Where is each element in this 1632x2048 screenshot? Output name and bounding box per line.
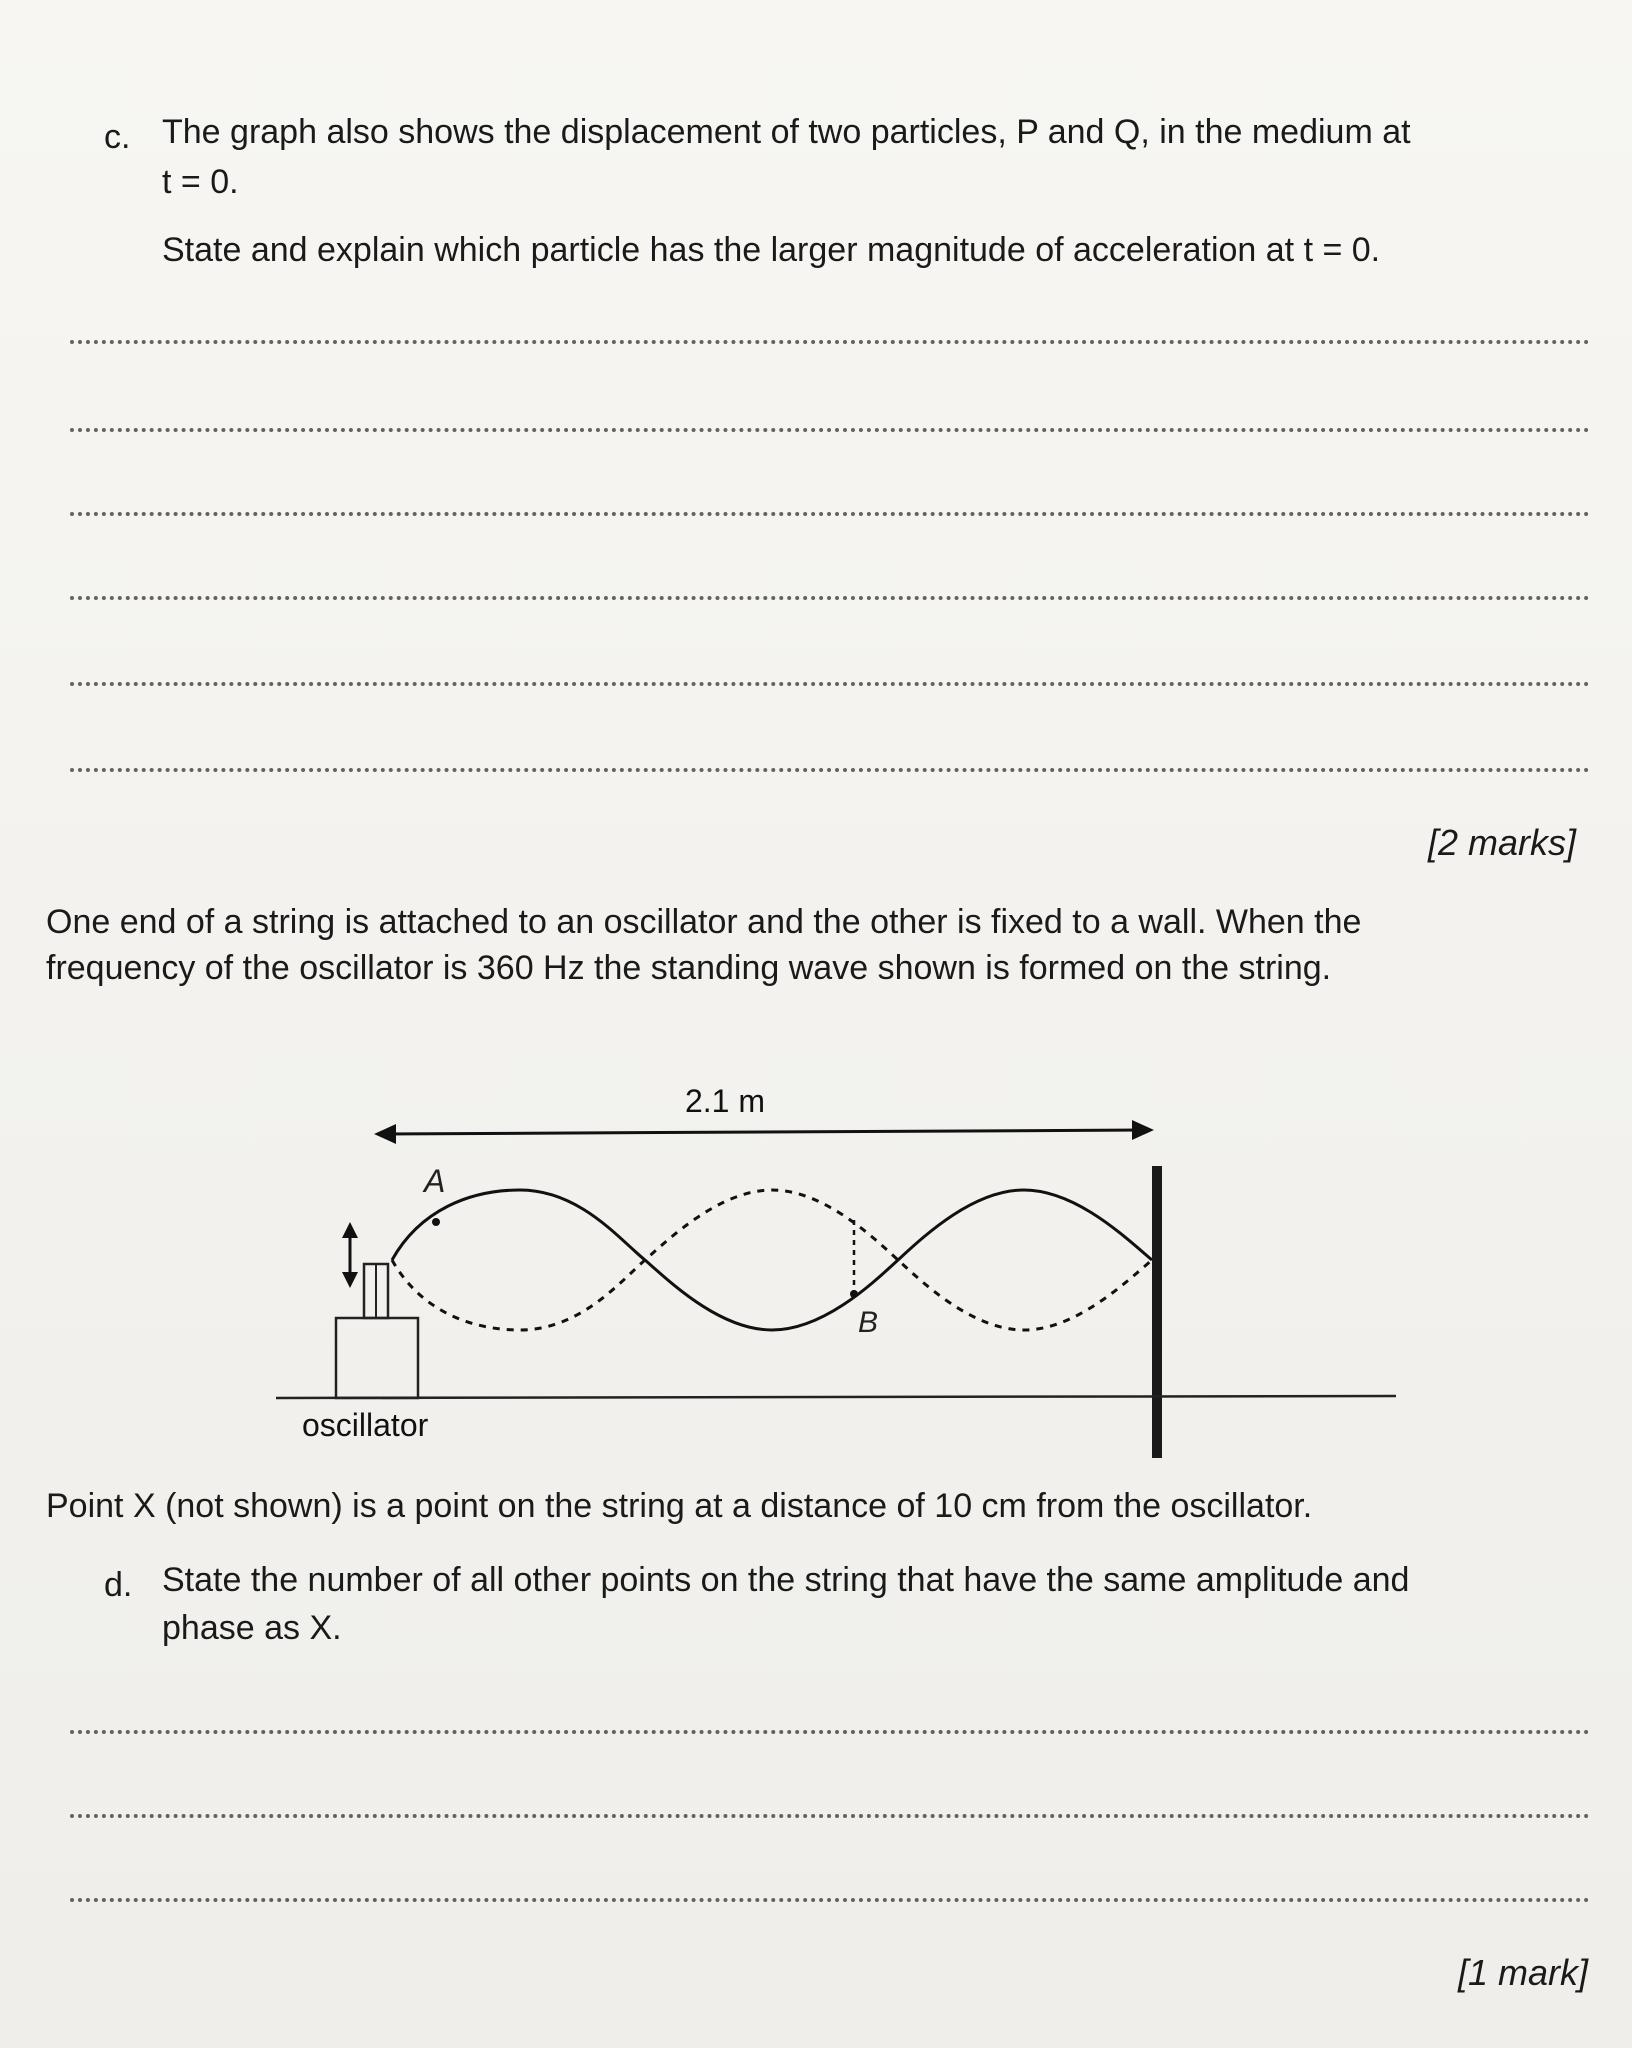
question-c-line-2: t = 0. [162,163,239,201]
question-c-line-3: State and explain which particle has the larger magnitude of acceleration at t = 0. [162,231,1381,269]
marks-d: [1 mark] [1458,1952,1589,1993]
question-c-letter: c. [104,118,131,156]
point-x-text: Point X (not shown) is a point on the string at a distance of 10 cm from the oscillator. [46,1487,1313,1525]
answer-line[interactable] [70,1814,1590,1818]
answer-line[interactable] [70,682,1590,686]
intro-line-2: frequency of the oscillator is 360 Hz the standing wave shown is formed on the string. [46,949,1332,987]
standing-wave-dashed [392,1190,1152,1330]
length-arrow-line [378,1130,1150,1134]
answer-line[interactable] [70,596,1590,600]
vibration-arrow-top [342,1222,358,1238]
point-b-dot [850,1290,858,1298]
question-c-line-1: The graph also shows the displacement of two particles, P and Q, in the medium at [162,113,1411,151]
answer-line[interactable] [70,768,1590,772]
answer-line[interactable] [70,512,1590,516]
standing-wave-solid [392,1190,1152,1330]
answer-line[interactable] [70,340,1590,344]
oscillator-box [336,1318,418,1398]
oscillator-label: oscillator [302,1407,429,1443]
point-a-label: A [424,1163,446,1199]
point-b-label: B [858,1306,879,1339]
vibration-arrow-bottom [342,1272,358,1288]
arrow-head-left [374,1124,396,1144]
point-a-dot [432,1218,440,1226]
question-d-letter: d. [104,1566,133,1604]
ground-line [276,1396,1396,1398]
wall [1152,1166,1162,1458]
question-d-line-1: State the number of all other points on the string that have the same amplitude and [162,1561,1410,1599]
marks-c: [2 marks] [1428,822,1577,863]
answer-line[interactable] [70,428,1590,432]
arrow-head-right [1132,1120,1154,1140]
length-label: 2.1 m [684,1083,766,1119]
answer-line[interactable] [70,1730,1590,1734]
question-d-line-2: phase as X. [162,1609,342,1647]
intro-line-1: One end of a string is attached to an oscillator and the other is fixed to a wall. When the [46,903,1362,941]
answer-line[interactable] [70,1898,1590,1902]
